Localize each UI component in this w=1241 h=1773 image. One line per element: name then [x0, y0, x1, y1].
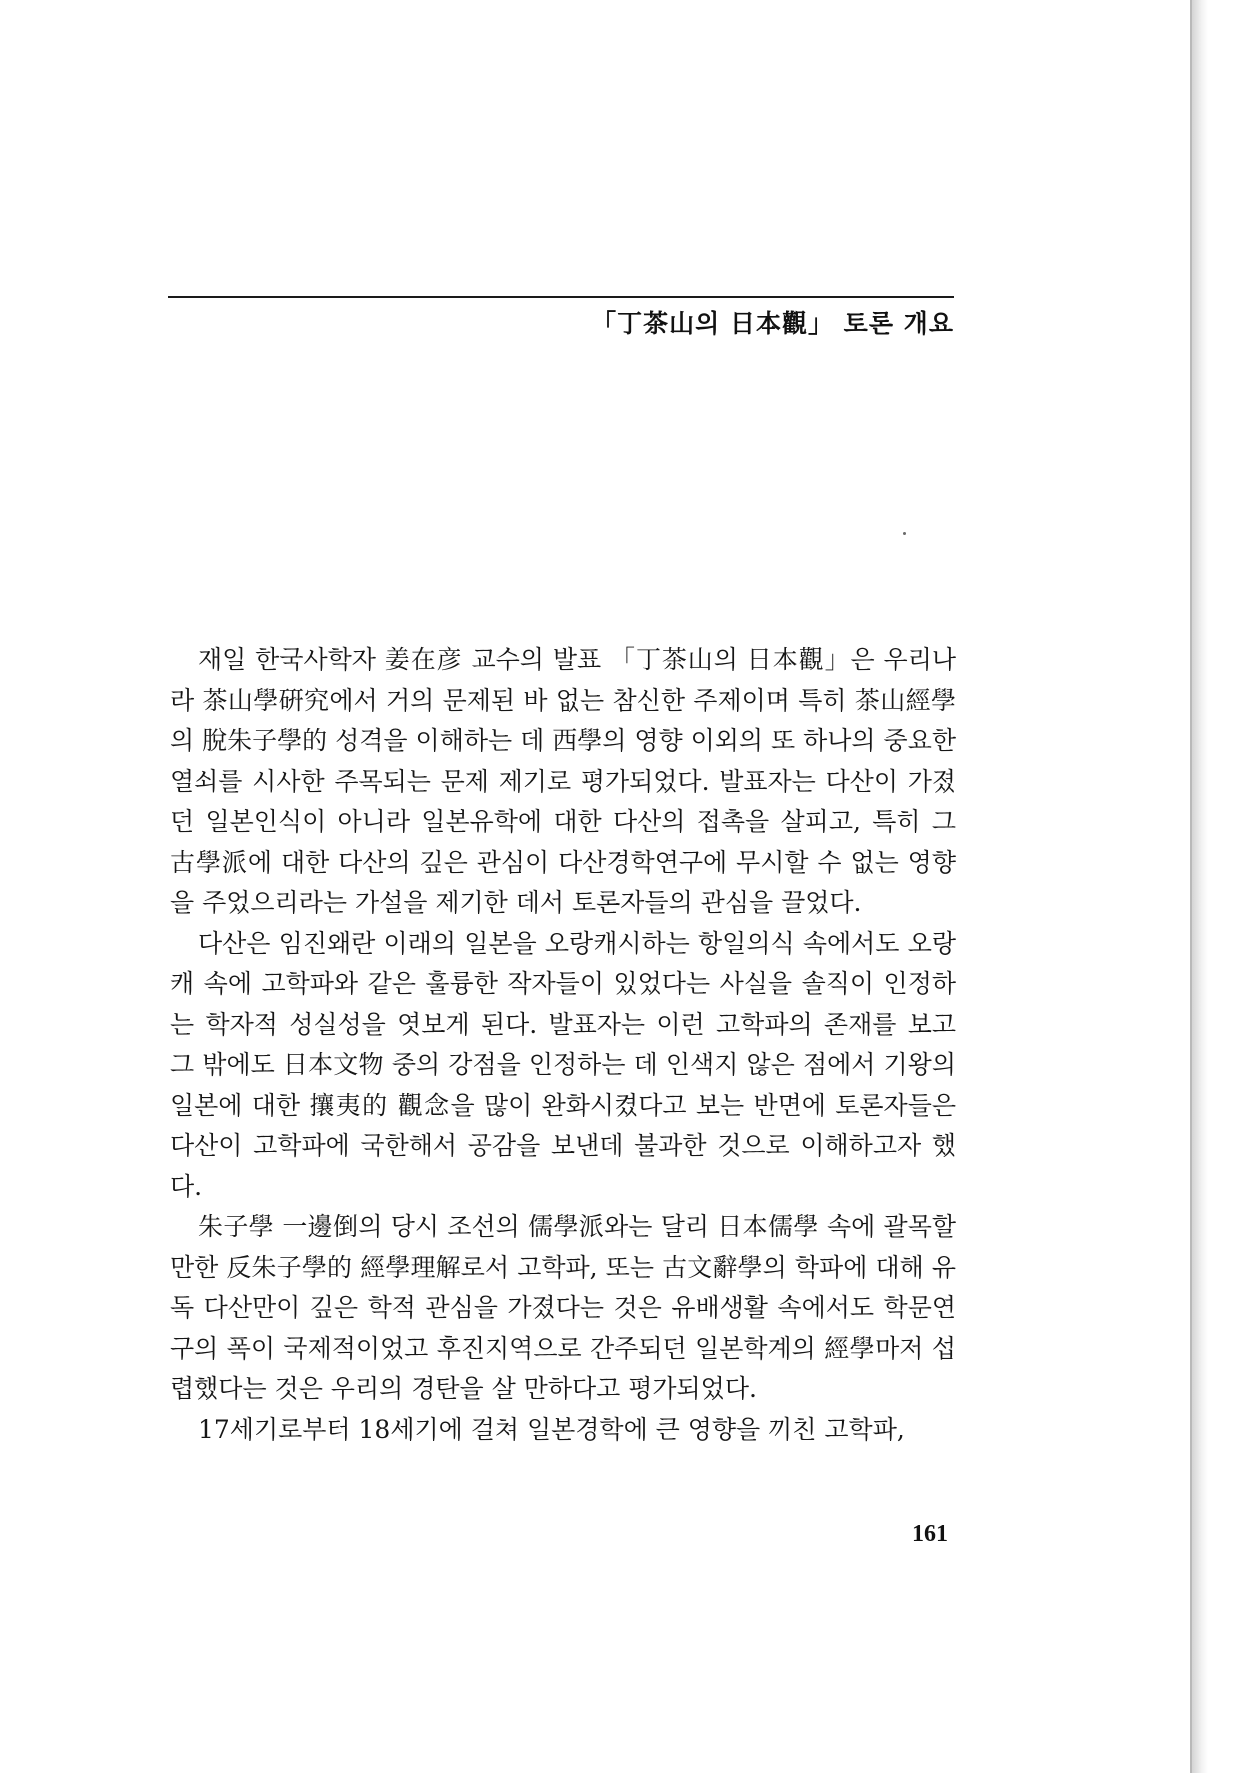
- paragraph-2: 다산은 임진왜란 이래의 일본을 오랑캐시하는 항일의식 속에서도 오랑캐 속에 고학파와 같은 훌륭한 작자들이 있었다는 사실을 솔직이 인정하는 학자적 성실성을 엿보게 된다. 발표자는 이런 고학파의 존재를 보고 그 밖에도 日本文物 중의 강점을 인정하는 데 인색지 않은 점에서 기왕의 일본에 대한 攘夷的 觀念을 많이 완화시켰다고 보는 반면에 토론자들은 다산이 고학파에 국한해서 공감을 보낸데 불과한 것으로 이해하고자 했다.: [170, 928, 956, 1201]
- page-number: 161: [912, 1521, 948, 1547]
- page-edge: [1192, 0, 1208, 1773]
- paragraph-3: 朱子學 一邊倒의 당시 조선의 儒學派와는 달리 日本儒學 속에 괄목할 만한 反朱子學的 經學理解로서 고학파, 또는 古文辭學의 학파에 대해 유독 다산만이 깊은 학적 관심을 가졌다는 것은 유배생활 속에서도 학문연구의 폭이 국제적이었고 후진지역으로 간주되던 일본학계의 經學마저 섭렵했다는 것은 우리의 경탄을 살 만하다고 평가되었다.: [170, 1212, 956, 1403]
- paragraph-4: 17세기로부터 18세기에 걸쳐 일본경학에 큰 영향을 끼친 고학파,: [198, 1414, 905, 1444]
- paragraph-1: 재일 한국사학자 姜在彦 교수의 발표 「丁茶山의 日本觀」은 우리나라 茶山學硏究에서 거의 문제된 바 없는 참신한 주제이며 특히 茶山經學의 脫朱子學的 성격을 이해하는 데 西學의 영향 이외의 또 하나의 중요한 열쇠를 시사한 주목되는 문제 제기로 평가되었다. 발표자는 다산이 가졌던 일본인식이 아니라 일본유학에 대한 다산의 접촉을 살피고, 특히 그 古學派에 대한 다산의 깊은 관심이 다산경학연구에 무시할 수 없는 영향을 주었으리라는 가설을 제기한 데서 토론자들의 관심을 끌었다.: [170, 645, 956, 917]
- running-head: 「丁茶山의 日本觀」 토론 개요: [591, 309, 954, 338]
- body-text: [170, 640, 956, 1450]
- scan-speck: [903, 532, 906, 535]
- header-rule: [168, 296, 954, 298]
